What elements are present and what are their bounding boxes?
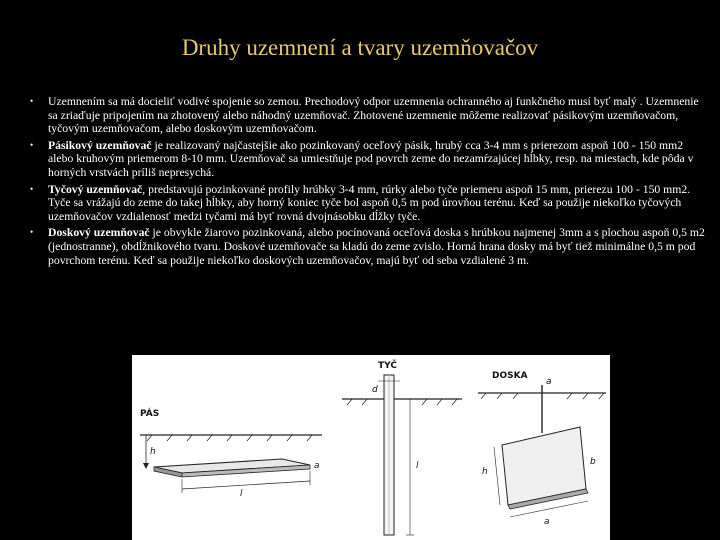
bullet-dot-icon: • <box>30 96 34 106</box>
bullet-text <box>48 226 710 267</box>
bullet-dot-icon: • <box>30 183 34 194</box>
bullet-list <box>30 95 710 270</box>
strip-label: PÁS <box>140 409 160 419</box>
rod-diameter-letter: d <box>372 385 378 395</box>
strip-electrode-diagram <box>132 355 332 540</box>
bullet-bold: Doskový uzemňovač <box>48 226 150 240</box>
rod-length-letter: l <box>416 461 419 471</box>
strip-length-letter: l <box>240 489 243 499</box>
bullet-item <box>30 183 710 224</box>
bullet-item <box>30 226 710 267</box>
bullet-text <box>48 183 710 224</box>
bullet-item <box>30 95 710 136</box>
bullet-text <box>48 139 710 180</box>
strip-depth-letter: h <box>150 447 156 457</box>
bullet-item <box>30 139 710 180</box>
rod-electrode-diagram <box>332 355 472 540</box>
slide-title: Druhy uzemnení a tvary uzemňovačov <box>181 35 539 60</box>
bullet-bold: Pásikový uzemňovač <box>48 138 152 152</box>
bullet-body: Uzemnením sa má docieliť vodivé spojenie so zemou. Prechodový odpor uzemnenia ochranného aj funkčného musí byť malý . Uzemnenie sa zriaďuje pripojením na zhotovený alebo náhodný uzemňovač. Zhotovené uzemnenie môžeme realizovať pásikovým uzemňovačom, tyčovým uzemňovačom, alebo doskovým uzemňovačom. <box>48 95 699 136</box>
bullet-body: je realizovaný najčastejšie ako pozinkovaný oceľový pásik, hrubý cca 3-4 mm s prierezom aspoň 100 - 150 mm2 alebo kruhovým priemerom 8-10 mm. Uzemňovač sa umiestňuje pod povrch zeme do nezamŕzajúcej hĺbky, resp. na miestach, kde pôda v horných vrstvách príliš nepresychá. <box>48 138 694 179</box>
plate-wire-letter: a <box>546 377 552 387</box>
rod-label: TYČ <box>378 361 397 371</box>
plate-width-letter: a <box>544 517 550 527</box>
plate-label: DOSKA <box>492 371 528 381</box>
plate-electrode-diagram <box>472 355 610 540</box>
bullet-text <box>48 95 710 136</box>
bullet-dot-icon: • <box>30 139 34 150</box>
bullet-bold: Tyčový uzemňovač <box>48 182 143 196</box>
bullet-dot-icon: • <box>30 227 34 238</box>
grounding-electrodes-figure <box>132 355 610 540</box>
plate-side-letter: b <box>590 457 596 467</box>
strip-width-letter: a <box>314 461 320 471</box>
bullet-body: je obvykle žiarovo pozinkovaná, alebo pocínovaná oceľová doska s hrúbkou najmenej 3mm a s plochou aspoň 0,5 m2 (jednostranne), obdĺžnikového tvaru. Doskové uzemňovače sa kladú do zeme zvislo. Horná hrana dosky má byť tiež minimálne 0,5 m pod povrchom terénu. Keď sa použije niekoľko doskových uzemňovačov, majú byť od seba vzdialené 3 m. <box>48 226 705 267</box>
plate-height-letter: h <box>482 467 488 477</box>
bullet-body: , predstavujú pozinkované profily hrúbky 3-4 mm, rúrky alebo tyče priemeru aspoň 15 mm, prierezu 100 - 150 mm2. Tyče sa vrážajú do zeme do takej hĺbky, aby horný koniec tyče bol aspoň 0,5 m pod úrovňou terénu. Keď sa použije niekoľko tyčových uzemňovačov vzdialenosť medzi tyčami má byť rovná dvojnásobku dĺžky tyče. <box>48 182 691 223</box>
